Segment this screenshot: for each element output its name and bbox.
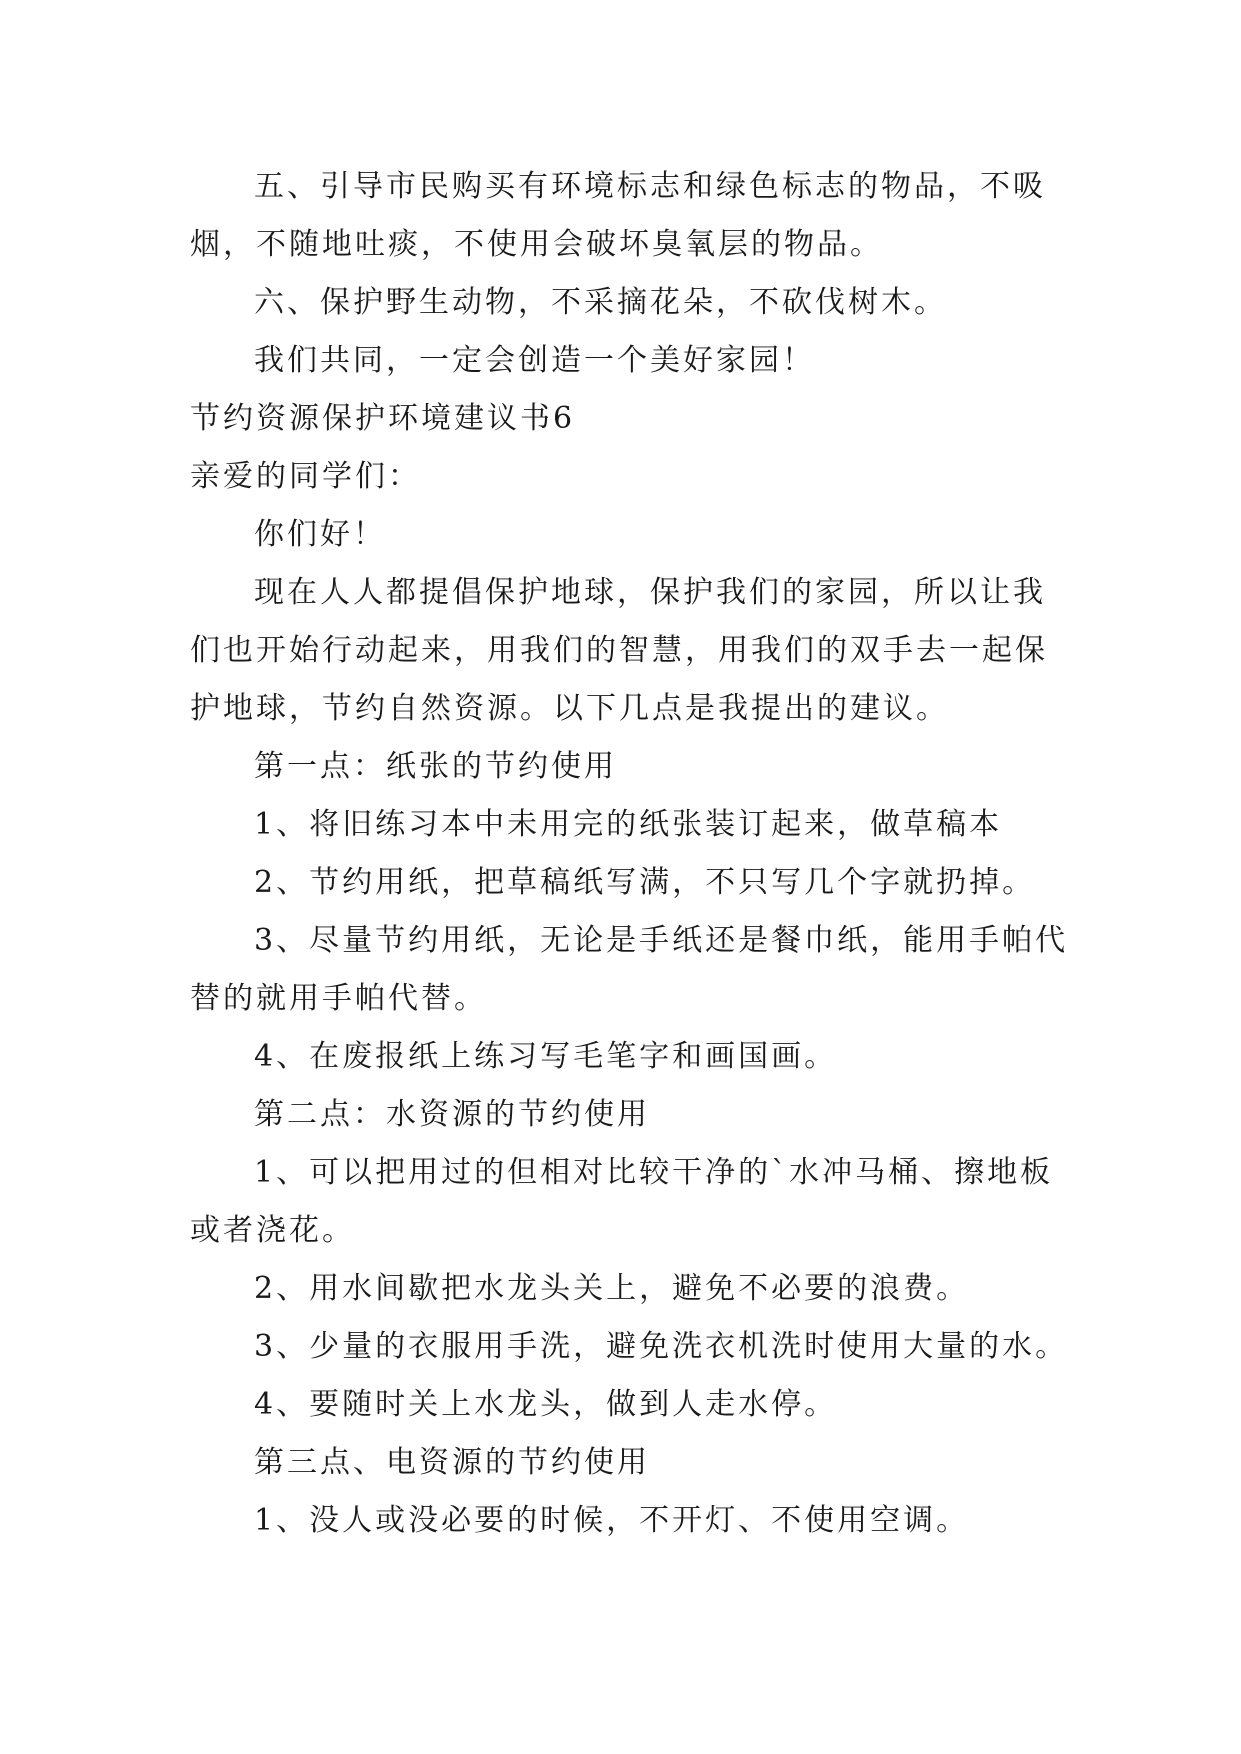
point-heading-electricity: 第三点、电资源的节约使用 [254, 1445, 650, 1480]
water-item-2: 2、用水间歇把水龙头关上，避免不必要的浪费。 [254, 1271, 970, 1306]
paper-item-1: 1、将旧练习本中未用完的纸张装订起来，做草稿本 [254, 807, 1003, 842]
paper-item-3: 3、尽量节约用纸，无论是手纸还是餐巾纸，能用手帕代替的就用手帕代替。 [190, 923, 1069, 1016]
water-item-4: 4、要随时关上水龙头，做到人走水停。 [254, 1387, 838, 1422]
intro-paragraph: 现在人人都提倡保护地球，保护我们的家园，所以让我们也开始行动起来，用我们的智慧，用我们的双手去一起保护地球，节约自然资源。以下几点是我提出的建议。 [190, 575, 1048, 726]
section-title: 节约资源保护环境建议书6 [190, 401, 576, 436]
water-item-3: 3、少量的衣服用手洗，避免洗衣机洗时使用大量的水。 [254, 1329, 1069, 1364]
salutation: 亲爱的同学们： [190, 459, 421, 494]
closing-line: 我们共同，一定会创造一个美好家园！ [254, 343, 815, 378]
paper-item-2: 2、节约用纸，把草稿纸写满，不只写几个字就扔掉。 [254, 865, 1036, 900]
water-item-1: 1、可以把用过的但相对比较干净的`水冲马桶、擦地板或者浇花。 [190, 1155, 1054, 1248]
point-heading-paper: 第一点：纸张的节约使用 [254, 749, 617, 784]
paragraph-item-6: 六、保护野生动物，不采摘花朵，不砍伐树木。 [254, 285, 947, 320]
paper-item-4: 4、在废报纸上练习写毛笔字和画国画。 [254, 1039, 838, 1074]
greeting: 你们好！ [254, 517, 386, 552]
electricity-item-1: 1、没人或没必要的时候，不开灯、不使用空调。 [254, 1503, 970, 1538]
point-heading-water: 第二点：水资源的节约使用 [254, 1097, 650, 1132]
document-body [190, 158, 1070, 1550]
paragraph-item-5: 五、引导市民购买有环境标志和绿色标志的物品，不吸烟，不随地吐痰，不使用会破坏臭氧层的物品。 [190, 169, 1046, 262]
